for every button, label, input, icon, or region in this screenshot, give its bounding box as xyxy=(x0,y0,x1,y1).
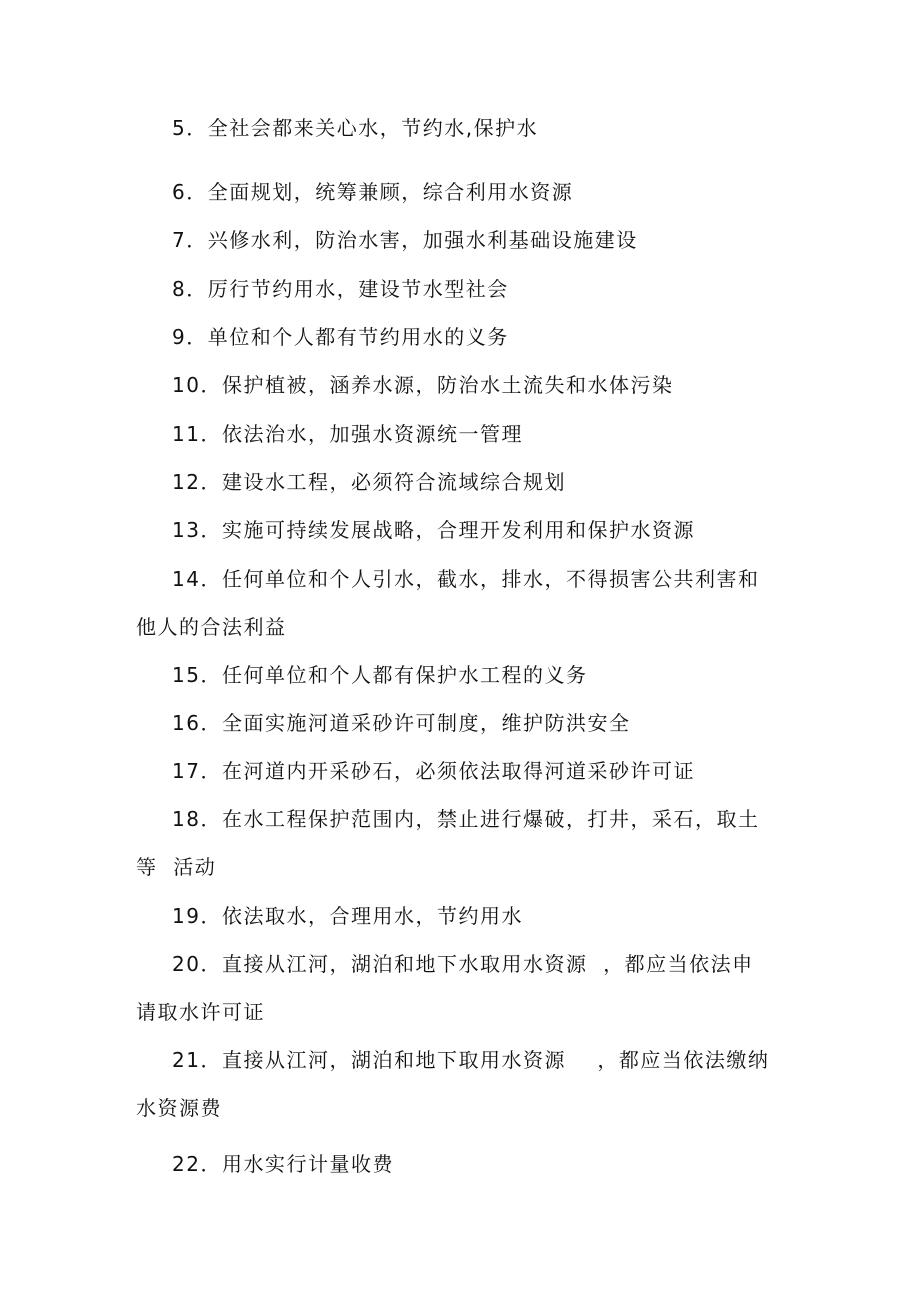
item-19: 19．依法取水，合理用水，节约用水 xyxy=(172,904,523,928)
item-21-continuation: 水资源费 xyxy=(136,1096,222,1120)
item-16: 16．全面实施河道采砂许可制度，维护防洪安全 xyxy=(172,711,631,735)
item-14: 14．任何单位和个人引水，截水，排水，不得损害公共利害和 xyxy=(172,567,760,591)
item-10: 10．保护植被，涵养水源，防治水土流失和水体污染 xyxy=(172,373,674,397)
item-18: 18．在水工程保护范围内，禁止进行爆破，打井，采石，取土 xyxy=(172,807,760,831)
item-21: 21．直接从江河，湖泊和地下取用水资源 ，都应当依法缴纳 xyxy=(172,1048,770,1072)
item-20: 20．直接从江河，湖泊和地下水取用水资源 ，都应当依法申 xyxy=(172,952,754,976)
item-13: 13．实施可持续发展战略，合理开发利用和保护水资源 xyxy=(172,518,695,542)
item-22: 22．用水实行计量收费 xyxy=(172,1152,394,1176)
item-7: 7．兴修水利，防治水害，加强水利基础设施建设 xyxy=(172,228,638,252)
item-5: 5．全社会都来关心水，节约水,保护水 xyxy=(172,116,539,140)
item-9: 9．单位和个人都有节约用水的义务 xyxy=(172,325,509,349)
item-20-continuation: 请取水许可证 xyxy=(136,1000,265,1024)
item-12: 12．建设水工程，必须符合流域综合规划 xyxy=(172,470,566,494)
item-11: 11．依法治水，加强水资源统一管理 xyxy=(172,422,523,446)
item-8: 8．厉行节约用水，建设节水型社会 xyxy=(172,277,509,301)
item-6: 6．全面规划，统筹兼顾，综合利用水资源 xyxy=(172,180,574,204)
item-14-continuation: 他人的合法利益 xyxy=(136,615,287,639)
item-15: 15．任何单位和个人都有保护水工程的义务 xyxy=(172,663,588,687)
item-18-continuation: 等 活动 xyxy=(136,855,217,879)
item-17: 17．在河道内开采砂石，必须依法取得河道采砂许可证 xyxy=(172,759,695,783)
